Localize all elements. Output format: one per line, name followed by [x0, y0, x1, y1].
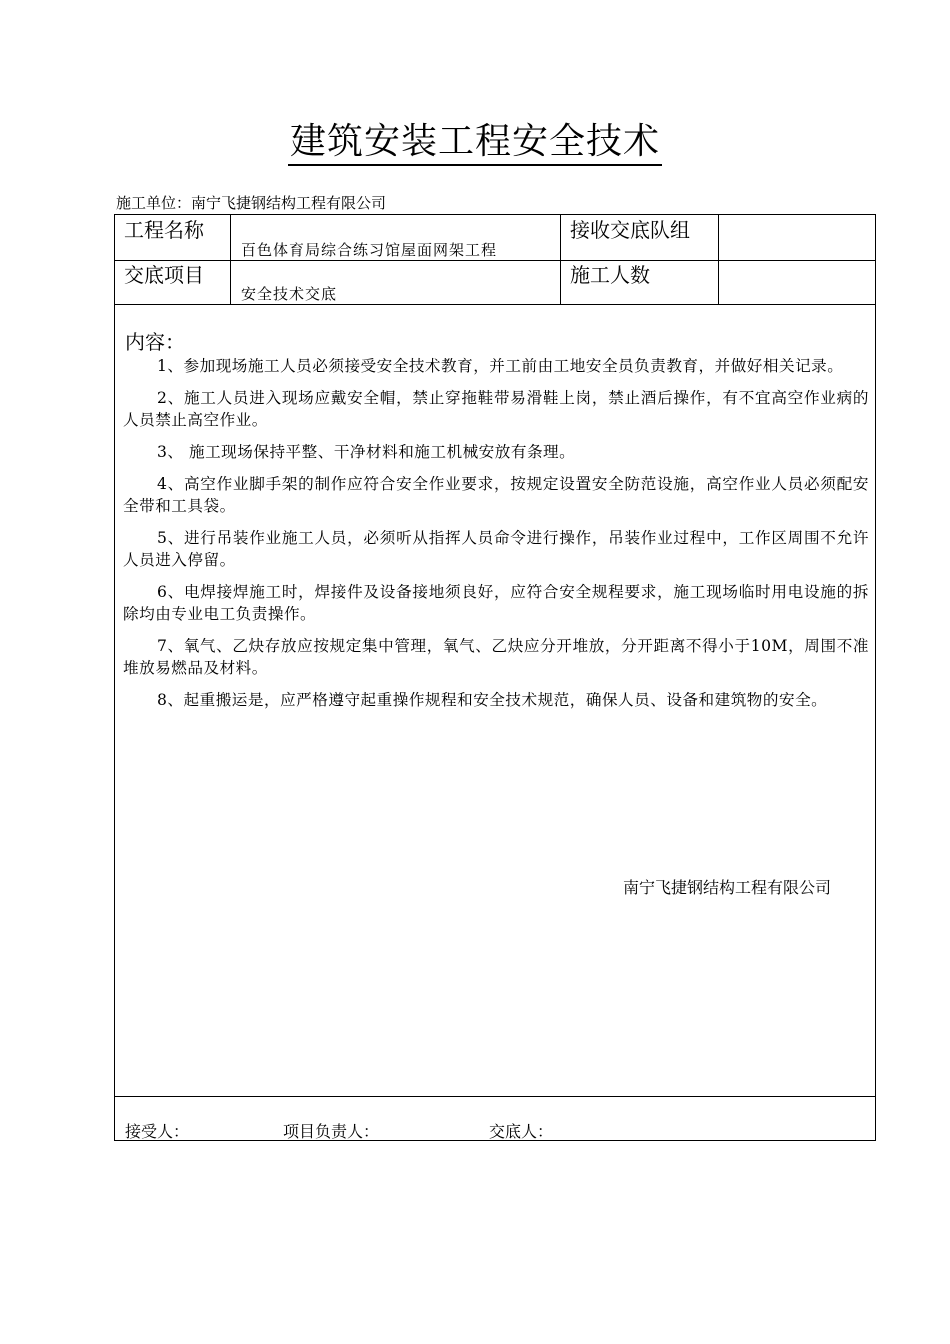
safety-rule-paragraph: 6、电焊接焊施工时，焊接件及设备接地须良好，应符合安全规程要求，施工现场临时用电设施的拆除均由专业电工负责操作。	[123, 583, 869, 623]
project-leader-label: 项目负责人：	[283, 1122, 380, 1141]
safety-rule-paragraph: 4、高空作业脚手架的制作应符合安全作业要求，按规定设置安全防范设施，高空作业人员必须配安全带和工具袋。	[123, 475, 869, 515]
row-divider	[115, 1096, 875, 1097]
safety-rule-paragraph: 5、进行吊装作业施工人员，必须听从指挥人员命令进行操作，吊装作业过程中，工作区周围不允许人员进入停留。	[123, 529, 869, 569]
company-signature: 南宁飞捷钢结构工程有限公司	[622, 878, 831, 897]
content-heading: 内容：	[125, 330, 185, 354]
project-name-label: 工程名称	[124, 218, 204, 242]
document-title: 建筑安装工程安全技术	[0, 118, 950, 166]
safety-rule-paragraph: 1、参加现场施工人员必须接受安全技术教育，并工前由工地安全员负责教育，并做好相关记录。	[157, 357, 844, 375]
safety-rule-paragraph: 2、施工人员进入现场应戴安全帽，禁止穿拖鞋带易滑鞋上岗，禁止酒后操作，有不宜高空作业病的人员禁止高空作业。	[123, 389, 869, 429]
item-value: 安全技术交底	[241, 285, 338, 303]
safety-rule-paragraph: 3、 施工现场保持平整、干净材料和施工机械安放有条理。	[157, 443, 576, 461]
construction-unit: 施工单位：南宁飞捷钢结构工程有限公司	[116, 194, 387, 212]
item-label: 交底项目	[124, 263, 204, 287]
disclosure-table	[114, 214, 876, 1141]
project-name-value: 百色体育局综合练习馆屋面网架工程	[241, 241, 498, 259]
column-divider	[230, 215, 231, 304]
content-paragraphs	[123, 355, 869, 721]
receiver-label: 接受人：	[125, 1122, 190, 1141]
row-divider	[115, 260, 875, 261]
row-divider	[115, 304, 875, 305]
column-divider	[560, 215, 561, 304]
workers-label: 施工人数	[570, 263, 650, 287]
safety-rule-paragraph: 8、起重搬运是，应严格遵守起重操作规程和安全技术规范，确保人员、设备和建筑物的安全。	[157, 691, 828, 709]
column-divider	[718, 215, 719, 304]
discloser-label: 交底人：	[489, 1122, 554, 1141]
safety-rule-paragraph: 7、氧气、乙炔存放应按规定集中管理，氧气、乙炔应分开堆放，分开距离不得小于10M，周围不准堆放易燃品及材料。	[123, 637, 869, 677]
receiving-team-label: 接收交底队组	[570, 218, 690, 242]
